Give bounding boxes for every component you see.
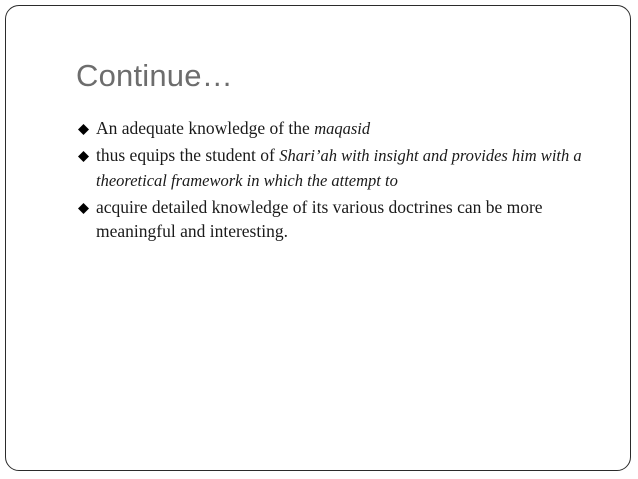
- bullet-text: thus equips the student of: [96, 145, 280, 165]
- slide-title: Continue…: [76, 58, 233, 93]
- diamond-bullet-icon: [78, 124, 89, 135]
- bullet-text-italic: Shari’ah with insight and provides him with a theoretical framework in which the attempt to: [96, 146, 582, 190]
- slide-frame: [5, 5, 631, 471]
- bullet-item: [78, 195, 618, 243]
- bullet-text: An adequate knowledge of the: [96, 118, 315, 138]
- bullet-item: [78, 116, 618, 141]
- diamond-bullet-icon: [78, 151, 89, 162]
- bullet-text-italic: maqasid: [314, 119, 371, 138]
- bullet-list: [78, 116, 618, 245]
- bullet-text: acquire detailed knowledge of its various doctrines can be more meaningful and interesting.: [96, 197, 543, 241]
- bullet-item: [78, 143, 618, 193]
- diamond-bullet-icon: [78, 203, 89, 214]
